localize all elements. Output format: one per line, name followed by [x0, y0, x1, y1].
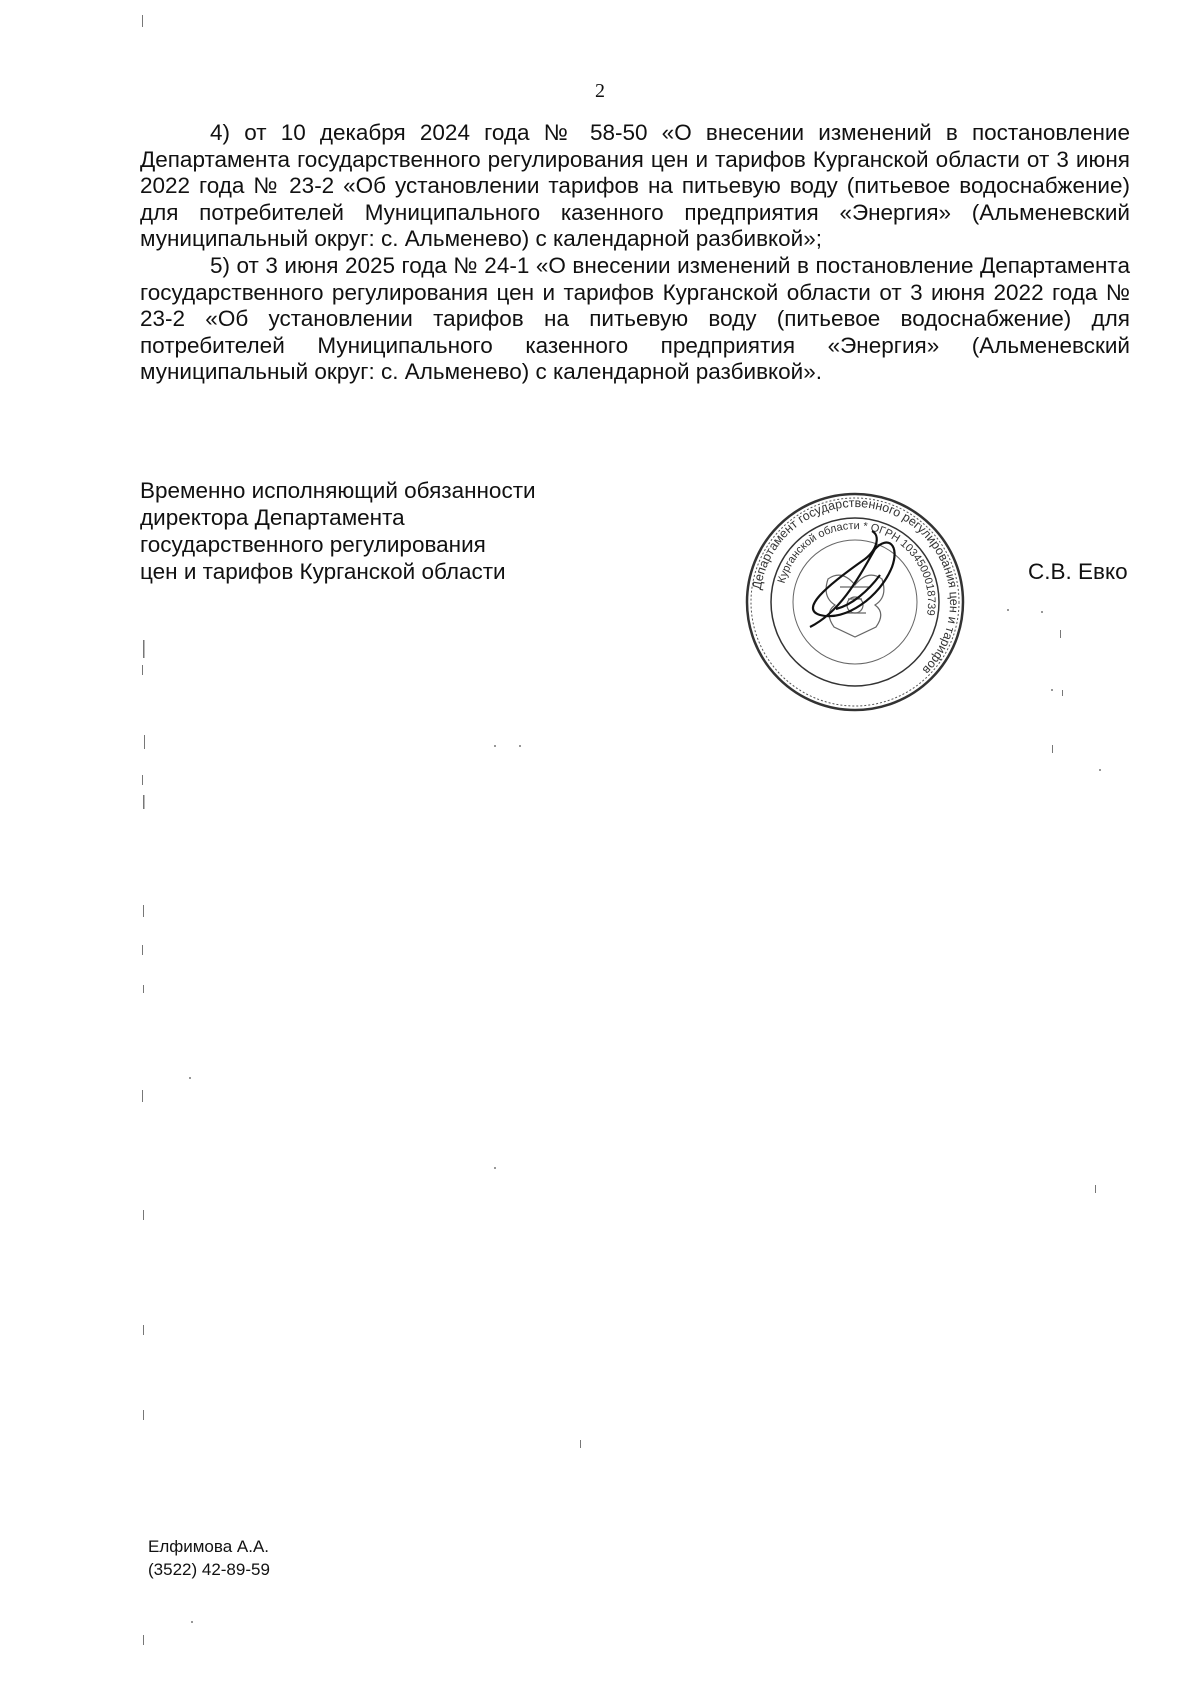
list-item-5: 5) от 3 июня 2025 года № 24-1 «О внесении изменений в постановление Департамента государственного регулирования цен и тарифов Курганской области от 3 июня 2022 года № 23-2 «Об установлении тарифов на питьевую воду (питьевое водоснабжение) для потребителей Муниципального казенного предприятия «Энергия» (Альменевский муниципальный округ: с. Альменево) с календарной разбивкой».	[140, 252, 1130, 385]
signer-name: С.В. Евко	[1028, 559, 1128, 584]
page-number: 2	[595, 80, 605, 102]
signer-position-line: государственного регулирования	[140, 532, 486, 557]
executor-name: Елфимова А.А.	[148, 1537, 270, 1556]
signer-position-line: директора Департамента	[140, 505, 405, 530]
seal-outer-text: Департамент государственного регулирования цен и тарифов	[749, 495, 962, 678]
seal-inner-text: Курганской области * ОГРН 1034500018739	[775, 519, 938, 617]
executor-phone: (3522) 42-89-59	[148, 1560, 270, 1579]
list-item-4: 4) от 10 декабря 2024 года № 58-50 «О внесении изменений в постановление Департамента государственного регулирования цен и тарифов Курганской области от 3 июня 2022 года № 23-2 «Об установлении тарифов на питьевую воду (питьевое водоснабжение) для потребителей Муниципального казенного предприятия «Энергия» (Альменевский муниципальный округ: с. Альменево) с календарной разбивкой»;	[140, 120, 1130, 252]
signer-position-line: цен и тарифов Курганской области	[140, 559, 506, 584]
signer-position-line: Временно исполняющий обязанности	[140, 478, 536, 503]
